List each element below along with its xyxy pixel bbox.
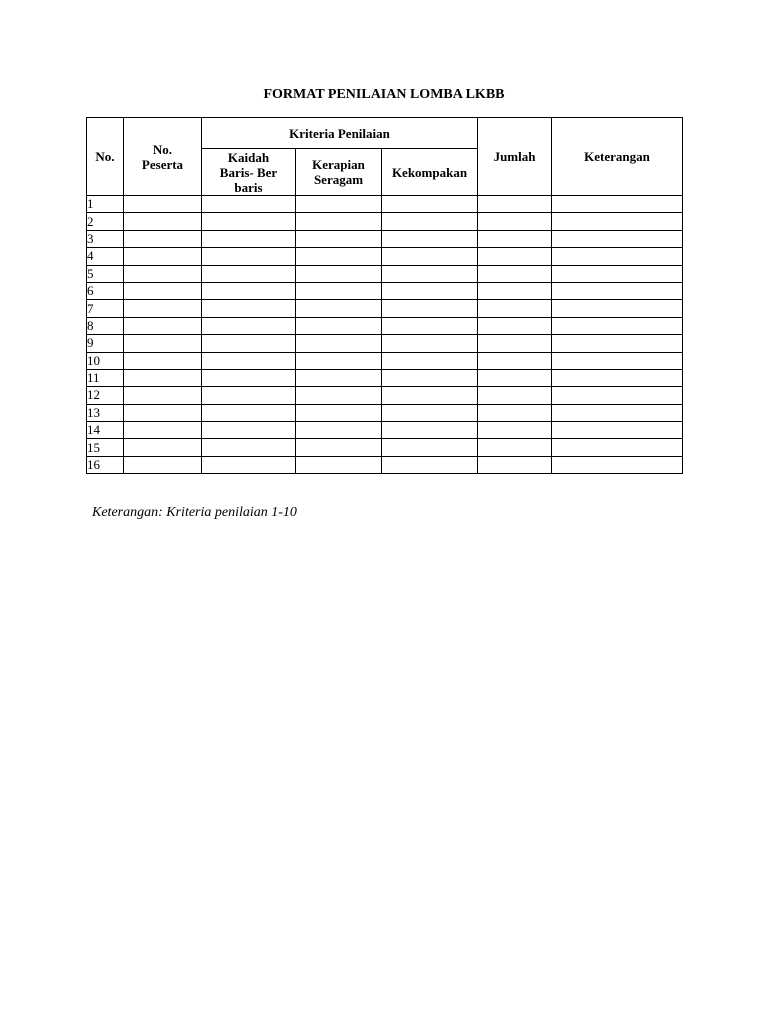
cell-keterangan: [552, 317, 683, 334]
cell-kekompakan: [382, 456, 478, 473]
cell-keterangan: [552, 387, 683, 404]
table-row: [87, 335, 683, 352]
document-title: FORMAT PENILAIAN LOMBA LKBB: [263, 87, 505, 102]
cell-kaidah: [202, 404, 296, 421]
cell-jumlah: [478, 265, 552, 282]
cell-kaidah: [202, 196, 296, 213]
header-jumlah: Jumlah: [478, 118, 552, 196]
cell-jumlah: [478, 387, 552, 404]
header-kaidah: [202, 149, 296, 196]
cell-no-peserta: [124, 456, 202, 473]
cell-keterangan: [552, 439, 683, 456]
header-no-peserta-label: No. Peserta: [141, 142, 184, 172]
cell-no-peserta: [124, 196, 202, 213]
cell-kerapian: [296, 248, 382, 265]
table-row: [87, 439, 683, 456]
cell-no-peserta: [124, 352, 202, 369]
cell-kerapian: [296, 335, 382, 352]
cell-kekompakan: [382, 282, 478, 299]
cell-keterangan: [552, 404, 683, 421]
row-number: 1: [87, 196, 124, 213]
cell-kaidah: [202, 317, 296, 334]
header-kerapian-label: Kerapian Seragam: [312, 157, 365, 187]
table-row: [87, 282, 683, 299]
cell-jumlah: [478, 352, 552, 369]
cell-kaidah: [202, 422, 296, 439]
table-row: [87, 196, 683, 213]
cell-no-peserta: [124, 439, 202, 456]
row-number: 9: [87, 335, 124, 352]
header-kriteria-penilaian: Kriteria Penilaian: [202, 118, 478, 149]
row-number: 4: [87, 248, 124, 265]
cell-keterangan: [552, 196, 683, 213]
cell-jumlah: [478, 369, 552, 386]
header-kerapian: [296, 149, 382, 196]
table-row: [87, 230, 683, 247]
cell-jumlah: [478, 196, 552, 213]
row-number: 8: [87, 317, 124, 334]
cell-jumlah: [478, 439, 552, 456]
cell-kerapian: [296, 230, 382, 247]
cell-jumlah: [478, 300, 552, 317]
cell-kekompakan: [382, 196, 478, 213]
cell-kaidah: [202, 439, 296, 456]
cell-kaidah: [202, 265, 296, 282]
cell-kekompakan: [382, 335, 478, 352]
cell-kaidah: [202, 213, 296, 230]
cell-keterangan: [552, 335, 683, 352]
cell-kaidah: [202, 282, 296, 299]
cell-kekompakan: [382, 248, 478, 265]
cell-kekompakan: [382, 387, 478, 404]
cell-keterangan: [552, 248, 683, 265]
header-keterangan: Keterangan: [552, 118, 683, 196]
cell-jumlah: [478, 282, 552, 299]
footnote: Keterangan: Kriteria penilaian 1-10: [92, 505, 297, 520]
cell-no-peserta: [124, 230, 202, 247]
cell-no-peserta: [124, 248, 202, 265]
cell-kerapian: [296, 456, 382, 473]
cell-no-peserta: [124, 404, 202, 421]
cell-jumlah: [478, 248, 552, 265]
header-kaidah-label: Kaidah Baris- Ber baris: [219, 149, 278, 195]
cell-kaidah: [202, 230, 296, 247]
cell-no-peserta: [124, 369, 202, 386]
cell-kerapian: [296, 387, 382, 404]
row-number: 6: [87, 282, 124, 299]
row-number: 14: [87, 422, 124, 439]
cell-kaidah: [202, 387, 296, 404]
row-number: 15: [87, 439, 124, 456]
row-number: 16: [87, 456, 124, 473]
cell-kerapian: [296, 265, 382, 282]
cell-kekompakan: [382, 230, 478, 247]
scoring-table: [86, 117, 683, 474]
cell-kekompakan: [382, 265, 478, 282]
table-row: [87, 387, 683, 404]
cell-kekompakan: [382, 422, 478, 439]
cell-no-peserta: [124, 213, 202, 230]
cell-kekompakan: [382, 213, 478, 230]
table-row: [87, 422, 683, 439]
cell-kaidah: [202, 352, 296, 369]
cell-no-peserta: [124, 300, 202, 317]
row-number: 3: [87, 230, 124, 247]
row-number: 12: [87, 387, 124, 404]
table-row: [87, 213, 683, 230]
table-row: [87, 248, 683, 265]
cell-kekompakan: [382, 352, 478, 369]
table-body: [87, 196, 683, 474]
table-row: [87, 317, 683, 334]
table-row: [87, 456, 683, 473]
table-row: [87, 265, 683, 282]
cell-kerapian: [296, 439, 382, 456]
row-number: 2: [87, 213, 124, 230]
table-row: [87, 300, 683, 317]
cell-kerapian: [296, 352, 382, 369]
cell-kaidah: [202, 248, 296, 265]
cell-jumlah: [478, 230, 552, 247]
cell-no-peserta: [124, 387, 202, 404]
cell-kerapian: [296, 422, 382, 439]
table-row: [87, 404, 683, 421]
cell-no-peserta: [124, 282, 202, 299]
cell-kerapian: [296, 213, 382, 230]
row-number: 7: [87, 300, 124, 317]
cell-jumlah: [478, 213, 552, 230]
row-number: 10: [87, 352, 124, 369]
cell-no-peserta: [124, 317, 202, 334]
cell-keterangan: [552, 456, 683, 473]
cell-keterangan: [552, 213, 683, 230]
row-number: 13: [87, 404, 124, 421]
cell-jumlah: [478, 422, 552, 439]
cell-kerapian: [296, 282, 382, 299]
cell-kerapian: [296, 300, 382, 317]
cell-keterangan: [552, 422, 683, 439]
cell-kekompakan: [382, 300, 478, 317]
cell-kekompakan: [382, 317, 478, 334]
cell-keterangan: [552, 230, 683, 247]
cell-kaidah: [202, 335, 296, 352]
cell-no-peserta: [124, 265, 202, 282]
header-no-peserta: [124, 118, 202, 196]
table-row: [87, 369, 683, 386]
cell-kekompakan: [382, 404, 478, 421]
cell-kerapian: [296, 369, 382, 386]
cell-kerapian: [296, 317, 382, 334]
cell-keterangan: [552, 300, 683, 317]
cell-kaidah: [202, 369, 296, 386]
cell-kaidah: [202, 300, 296, 317]
cell-keterangan: [552, 369, 683, 386]
table-row: [87, 352, 683, 369]
cell-kekompakan: [382, 369, 478, 386]
cell-keterangan: [552, 282, 683, 299]
cell-kerapian: [296, 404, 382, 421]
row-number: 11: [87, 369, 124, 386]
cell-kekompakan: [382, 439, 478, 456]
cell-jumlah: [478, 317, 552, 334]
cell-jumlah: [478, 404, 552, 421]
cell-kaidah: [202, 456, 296, 473]
cell-keterangan: [552, 352, 683, 369]
header-kekompakan: Kekompakan: [382, 149, 478, 196]
cell-jumlah: [478, 456, 552, 473]
header-no: No.: [87, 118, 124, 196]
cell-no-peserta: [124, 335, 202, 352]
cell-jumlah: [478, 335, 552, 352]
cell-kerapian: [296, 196, 382, 213]
cell-no-peserta: [124, 422, 202, 439]
cell-keterangan: [552, 265, 683, 282]
row-number: 5: [87, 265, 124, 282]
